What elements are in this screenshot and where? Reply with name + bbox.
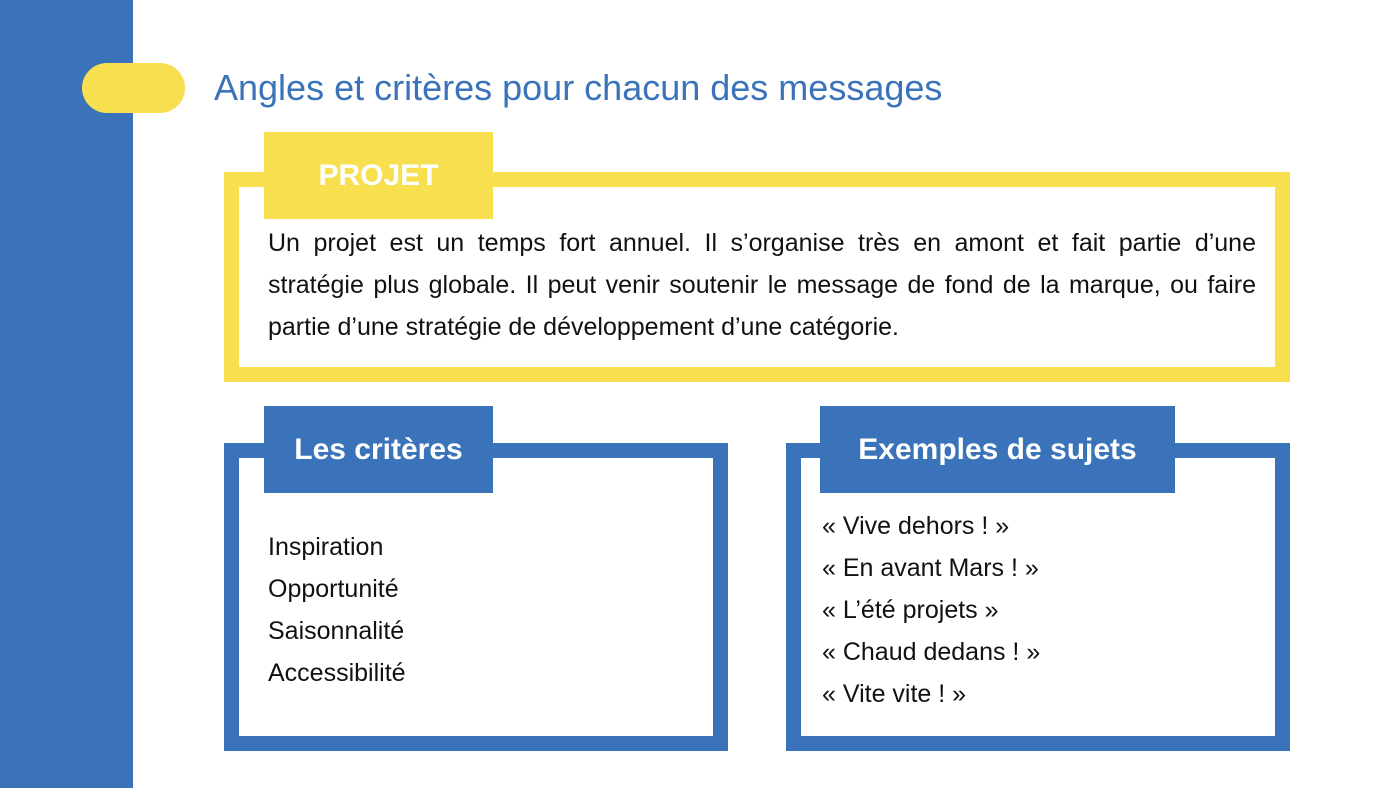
list-item: Inspiration [268, 533, 384, 561]
exemples-label: Exemples de sujets [858, 432, 1137, 466]
list-item: « Chaud dedans ! » [822, 638, 1041, 666]
list-item: « Vive dehors ! » [822, 512, 1010, 540]
list-item: Opportunité [268, 575, 399, 603]
page-title: Angles et critères pour chacun des messages [214, 67, 943, 108]
list-item: « L’été projets » [822, 596, 999, 624]
title-accent-pill [82, 63, 185, 113]
criteres-label: Les critères [294, 432, 463, 466]
list-item: « En avant Mars ! » [822, 554, 1039, 582]
criteres-list [268, 526, 406, 694]
projet-label: PROJET [318, 158, 439, 192]
exemples-tab [820, 406, 1175, 493]
projet-tab [264, 132, 493, 219]
projet-description: Un projet est un temps fort annuel. Il s’organise très en amont et fait partie d’une stratégie plus globale. Il peut venir soutenir le message de fond de la marque, ou faire partie d’une stratégie de développement d’une catégorie. [268, 229, 1256, 341]
criteres-tab [264, 406, 493, 493]
side-accent-bar [0, 0, 133, 788]
list-item: Accessibilité [268, 659, 406, 687]
list-item: Saisonnalité [268, 617, 405, 645]
list-item: « Vite vite ! » [822, 680, 967, 708]
exemples-list [822, 505, 1040, 715]
